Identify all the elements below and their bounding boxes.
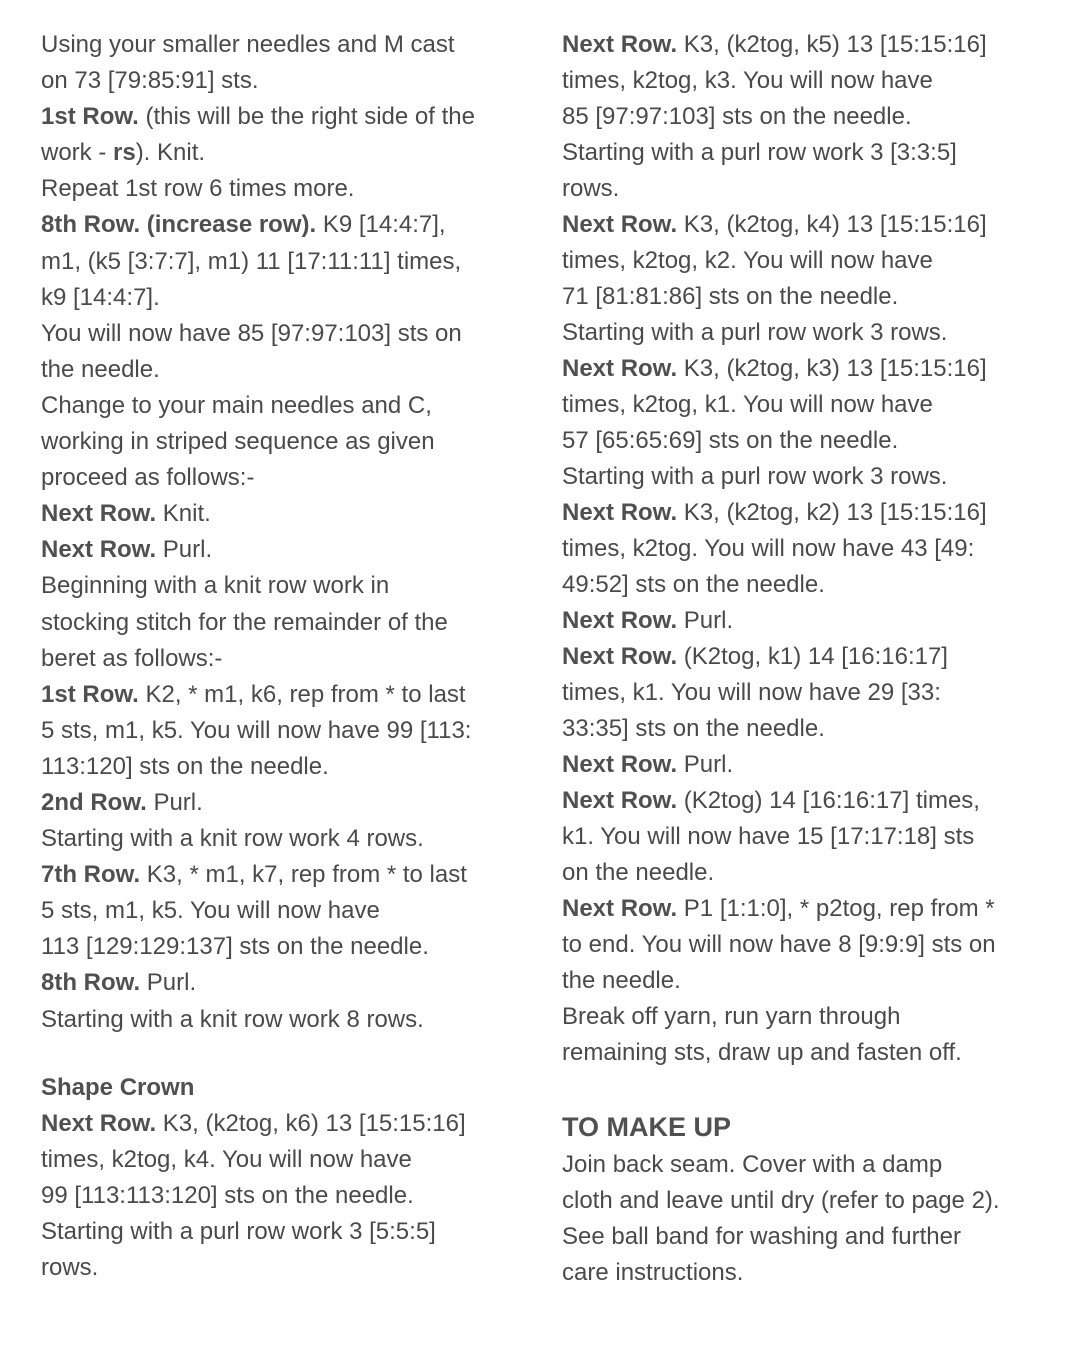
instruction-text: on the needle. — [562, 859, 715, 886]
row-label: 1st Row. — [41, 680, 139, 708]
instruction-line — [41, 605, 511, 641]
row-label: Next Row. — [562, 499, 678, 526]
instruction-line — [41, 1002, 511, 1038]
instruction-text: times, k2tog, k3. You will now have — [562, 67, 933, 94]
instruction-text: Starting with a purl row work 3 [5:5:5] — [41, 1217, 436, 1245]
instruction-text: 5 sts, m1, k5. You will now have — [41, 897, 380, 925]
instruction-line — [562, 351, 1032, 387]
instruction-text: K3, (k2tog, k3) 13 [15:15:16] — [677, 355, 987, 382]
instruction-line — [41, 496, 511, 532]
instruction-line — [562, 171, 1032, 207]
instruction-text: cloth and leave until dry (refer to page 2). — [562, 1187, 1000, 1214]
instruction-line — [562, 927, 1032, 963]
instruction-line — [562, 27, 1032, 63]
instruction-line — [41, 641, 511, 677]
instruction-line — [41, 424, 511, 460]
instruction-line — [41, 207, 511, 243]
instruction-line — [562, 423, 1032, 459]
instruction-line — [41, 1178, 511, 1214]
instruction-line — [562, 1255, 1032, 1291]
instruction-line — [41, 857, 511, 893]
instruction-text: Knit. — [156, 500, 211, 528]
instruction-text: See ball band for washing and further — [562, 1223, 961, 1250]
instruction-line — [41, 749, 511, 785]
instruction-line — [562, 1147, 1032, 1183]
instruction-text: Purl. — [146, 788, 203, 816]
instruction-text: K3, (k2tog, k6) 13 [15:15:16] — [156, 1109, 466, 1137]
row-label: Next Row. — [562, 787, 678, 814]
row-label: rs — [113, 139, 136, 167]
instruction-line — [41, 1106, 511, 1142]
instruction-line — [562, 891, 1032, 927]
instruction-text: proceed as follows:- — [41, 464, 255, 492]
instruction-line — [41, 388, 511, 424]
instruction-text: P1 [1:1:0], * p2tog, rep from * — [677, 895, 995, 922]
instruction-text: m1, (k5 [3:7:7], m1) 11 [17:11:11] times, — [41, 247, 462, 275]
instruction-text: the needle. — [41, 355, 160, 383]
instruction-text: 5 sts, m1, k5. You will now have 99 [113: — [41, 716, 472, 744]
instruction-text: 99 [113:113:120] sts on the needle. — [41, 1181, 414, 1209]
instruction-text: K2, * m1, k6, rep from * to last — [138, 680, 466, 708]
instruction-text: Purl. — [140, 969, 197, 997]
instruction-line — [41, 821, 511, 857]
instruction-text: rows. — [562, 175, 620, 202]
instruction-line — [562, 855, 1032, 891]
instruction-line — [41, 677, 511, 713]
instruction-text: stocking stitch for the remainder of the — [41, 608, 448, 636]
instruction-text: on 73 [79:85:91] sts. — [41, 67, 259, 95]
instruction-text: (K2tog) 14 [16:16:17] times, — [677, 787, 980, 814]
instruction-line — [562, 819, 1032, 855]
instruction-text: times, k2tog, k1. You will now have — [562, 391, 933, 418]
instruction-text: Join back seam. Cover with a damp — [562, 1151, 943, 1178]
instruction-text: 33:35] sts on the needle. — [562, 715, 825, 742]
row-label: Next Row. — [41, 1109, 157, 1137]
row-label: Next Row. — [562, 751, 678, 778]
instruction-text: You will now have 85 [97:97:103] sts on — [41, 319, 462, 347]
instruction-line — [41, 244, 511, 280]
instruction-line — [562, 675, 1032, 711]
instruction-text: Starting with a purl row work 3 rows. — [562, 463, 948, 490]
instruction-text: times, k1. You will now have 29 [33: — [562, 679, 941, 706]
instruction-line — [562, 99, 1032, 135]
instruction-line — [41, 135, 511, 171]
right-instructions — [562, 27, 1032, 1071]
instruction-text: times, k2tog, k2. You will now have — [562, 247, 933, 274]
instruction-text: Starting with a knit row work 8 rows. — [41, 1005, 424, 1033]
instruction-line — [41, 99, 511, 135]
instruction-line — [41, 63, 511, 99]
instruction-line — [41, 532, 511, 568]
row-label: Next Row. — [562, 31, 678, 58]
instruction-text: times, k2tog. You will now have 43 [49: — [562, 535, 975, 562]
instruction-line — [41, 785, 511, 821]
instruction-line — [41, 460, 511, 496]
left-instructions — [41, 27, 511, 1038]
instruction-text: rows. — [41, 1254, 99, 1281]
instruction-line — [41, 713, 511, 749]
instruction-line — [562, 279, 1032, 315]
left-column — [41, 27, 511, 1286]
row-label: 2nd Row. — [41, 788, 147, 816]
to-make-up-heading: TO MAKE UP — [562, 1112, 732, 1142]
instruction-line — [562, 639, 1032, 675]
row-label: Next Row. — [562, 607, 678, 634]
instruction-text: K9 [14:4:7], — [316, 211, 446, 239]
row-label: 8th Row. — [41, 969, 141, 997]
instruction-line — [41, 352, 511, 388]
shape-crown-heading: Shape Crown — [41, 1073, 195, 1101]
instruction-line — [41, 893, 511, 929]
instruction-text: Starting with a purl row work 3 rows. — [562, 319, 948, 346]
instruction-line — [41, 1142, 511, 1178]
instruction-text: K3, * m1, k7, rep from * to last — [140, 861, 467, 889]
instruction-line — [41, 1214, 511, 1250]
instruction-text: K3, (k2tog, k4) 13 [15:15:16] — [677, 211, 987, 238]
instruction-text: Purl. — [677, 607, 734, 634]
row-label: Next Row. — [41, 536, 157, 564]
row-label: Next Row. — [562, 895, 678, 922]
instruction-text: beret as follows:- — [41, 644, 223, 672]
instruction-text: k1. You will now have 15 [17:17:18] sts — [562, 823, 975, 850]
instruction-text: 49:52] sts on the needle. — [562, 571, 825, 598]
instruction-text: the needle. — [562, 967, 681, 994]
instruction-text: k9 [14:4:7]. — [41, 283, 160, 311]
instruction-text: K3, (k2tog, k2) 13 [15:15:16] — [677, 499, 987, 526]
instruction-line — [41, 27, 511, 63]
instruction-line — [562, 315, 1032, 351]
instruction-text: Change to your main needles and C, — [41, 391, 432, 419]
instruction-line — [41, 171, 511, 207]
instruction-text: Starting with a knit row work 4 rows. — [41, 825, 424, 853]
instruction-line — [41, 965, 511, 1001]
instruction-text: Using your smaller needles and M cast — [41, 31, 455, 58]
instruction-line — [41, 929, 511, 965]
instruction-text: 85 [97:97:103] sts on the needle. — [562, 103, 912, 130]
instruction-text: ). Knit. — [135, 139, 206, 167]
instruction-line — [41, 316, 511, 352]
instruction-line — [562, 495, 1032, 531]
instruction-line — [562, 963, 1032, 999]
instruction-text: (K2tog, k1) 14 [16:16:17] — [677, 643, 948, 670]
row-label: 1st Row. — [41, 103, 139, 131]
instruction-line — [562, 243, 1032, 279]
instruction-line — [562, 135, 1032, 171]
instruction-text: Starting with a purl row work 3 [3:3:5] — [562, 139, 957, 166]
row-label: Next Row. — [562, 355, 678, 382]
row-label: Next Row. — [41, 500, 157, 528]
instruction-text: to end. You will now have 8 [9:9:9] sts on — [562, 931, 996, 958]
section-gap — [41, 1038, 511, 1070]
instruction-line — [562, 711, 1032, 747]
instruction-text: working in striped sequence as given — [41, 428, 435, 456]
instruction-line — [562, 459, 1032, 495]
instruction-text: Purl. — [156, 536, 213, 564]
instruction-text: Purl. — [677, 751, 734, 778]
instruction-text: Beginning with a knit row work in — [41, 572, 390, 600]
instruction-text: 57 [65:65:69] sts on the needle. — [562, 427, 899, 454]
right-column — [562, 27, 1032, 1291]
instruction-line — [41, 1250, 511, 1286]
instruction-text: remaining sts, draw up and fasten off. — [562, 1039, 962, 1066]
instruction-line — [562, 603, 1032, 639]
instruction-line — [562, 1219, 1032, 1255]
instruction-line — [562, 1035, 1032, 1071]
instruction-line — [41, 280, 511, 316]
instruction-line — [562, 387, 1032, 423]
instruction-text: times, k2tog, k4. You will now have — [41, 1145, 412, 1173]
instruction-line — [562, 207, 1032, 243]
row-label: Next Row. — [562, 211, 678, 238]
instruction-text: Repeat 1st row 6 times more. — [41, 175, 355, 203]
instruction-text: K3, (k2tog, k5) 13 [15:15:16] — [677, 31, 987, 58]
instruction-text: 71 [81:81:86] sts on the needle. — [562, 283, 899, 310]
row-label: Next Row. — [562, 643, 678, 670]
instruction-line — [562, 531, 1032, 567]
instruction-line — [562, 999, 1032, 1035]
row-label: 8th Row. (increase row). — [41, 211, 317, 239]
instruction-line — [562, 63, 1032, 99]
instruction-text: care instructions. — [562, 1259, 744, 1286]
instruction-line — [562, 783, 1032, 819]
to-make-up-instructions — [562, 1147, 1032, 1291]
instruction-text: Break off yarn, run yarn through — [562, 1003, 901, 1030]
shape-crown-instructions — [41, 1106, 511, 1286]
instruction-text: 113:120] sts on the needle. — [41, 752, 329, 780]
instruction-text: (this will be the right side of the — [138, 103, 475, 131]
section-gap — [562, 1071, 1032, 1107]
instruction-line — [562, 1183, 1032, 1219]
row-label: 7th Row. — [41, 861, 141, 889]
instruction-line — [41, 568, 511, 604]
instruction-text: 113 [129:129:137] sts on the needle. — [41, 933, 429, 961]
instruction-text: work - — [41, 139, 113, 167]
instruction-line — [562, 567, 1032, 603]
instruction-line — [562, 747, 1032, 783]
